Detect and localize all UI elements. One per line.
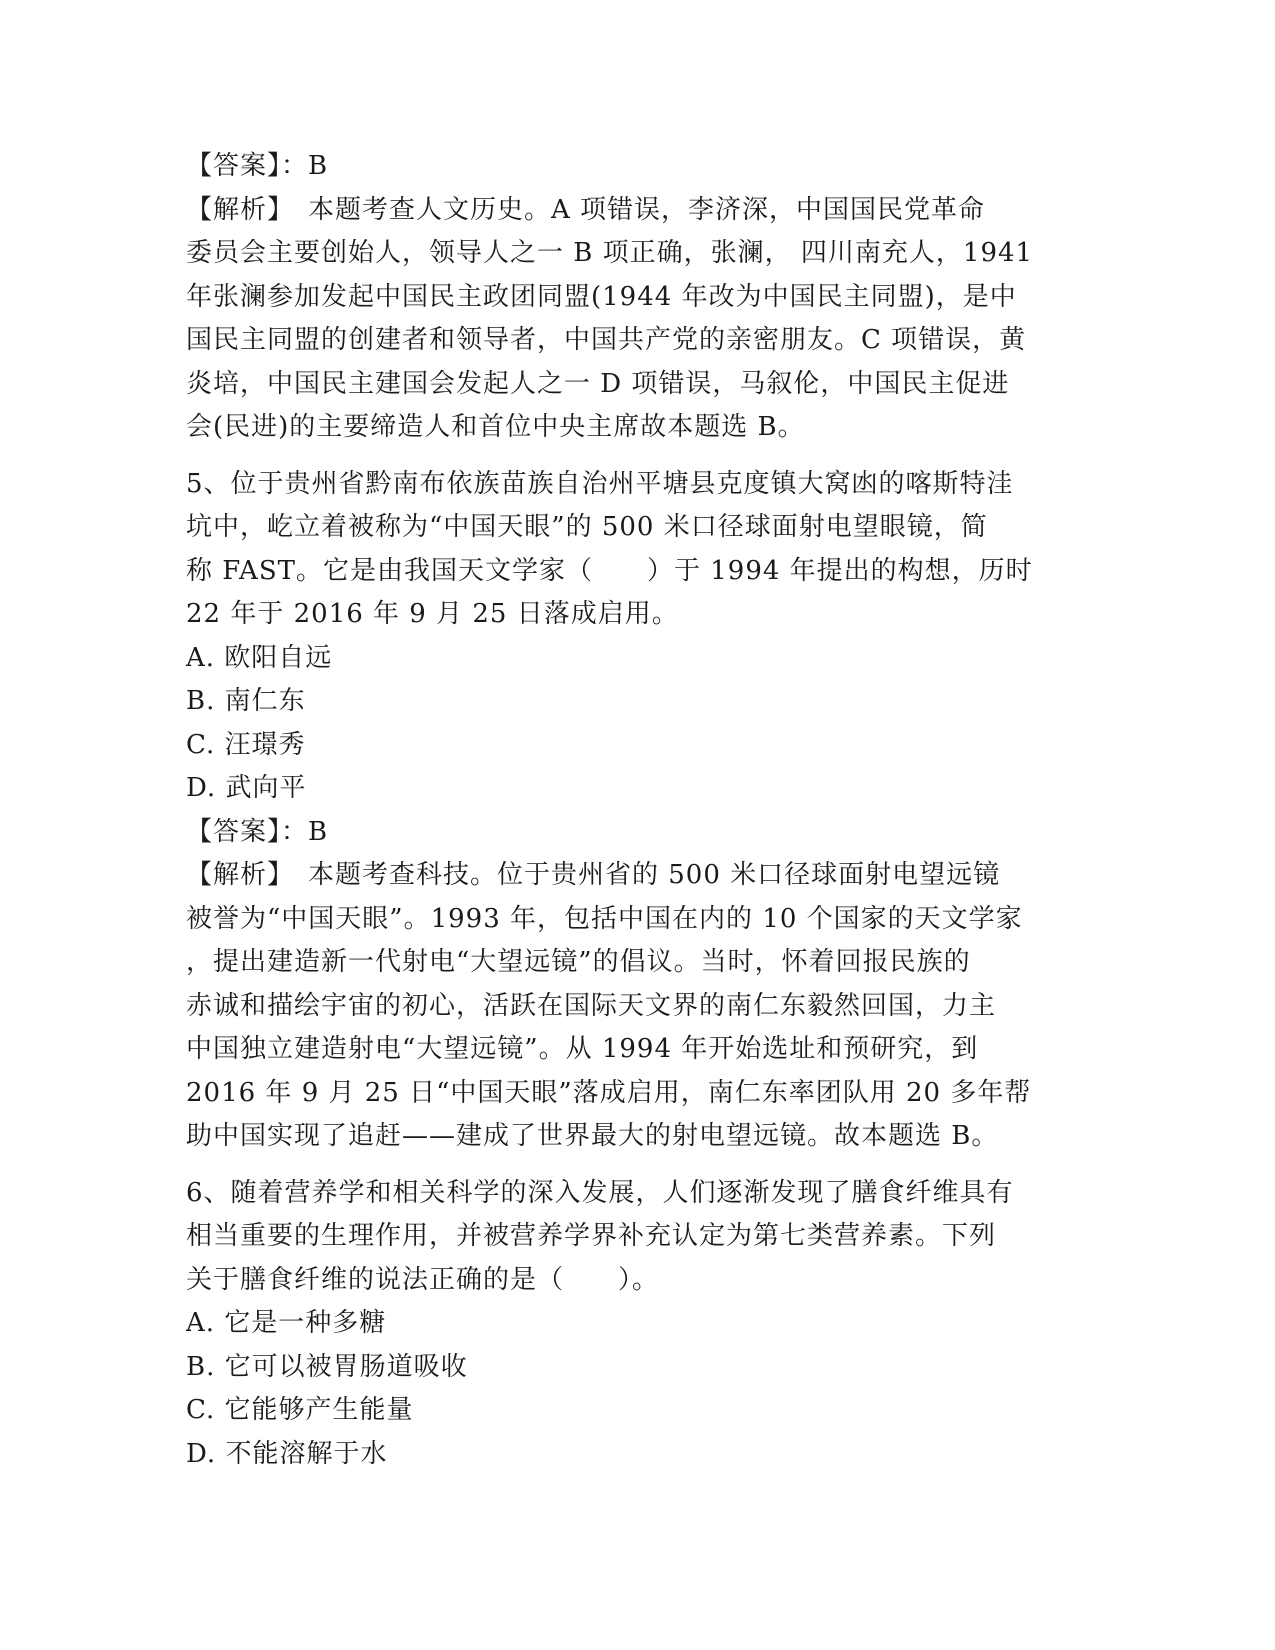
analysis-line: 炎培，中国民主建国会发起人之一 D 项错误，马叙伦，中国民主促进 bbox=[186, 368, 1010, 399]
question-5 bbox=[186, 463, 1086, 1159]
answer-line: 【答案】：B bbox=[186, 151, 329, 181]
question-stem-line: 关于膳食纤维的说法正确的是（ ）。 bbox=[186, 1264, 660, 1295]
option-c: C. 它能够产生能量 bbox=[186, 1395, 414, 1425]
prev-question-answer-block bbox=[186, 145, 1086, 450]
option-b: B. 南仁东 bbox=[186, 686, 306, 716]
analysis-line: 【解析】 本题考查人文历史。A 项错误，李济深，中国国民党革命 bbox=[186, 194, 986, 225]
analysis-line: ，提出建造新一代射电“大望远镜”的倡议。当时，怀着回报民族的 bbox=[186, 947, 971, 977]
question-stem-line: 称 FAST。它是由我国天文学家（ ）于 1994 年提出的构想，历时 bbox=[186, 555, 1033, 586]
question-stem-line: 坑中，屹立着被称为“中国天眼”的 500 米口径球面射电望眼镜，简 bbox=[186, 512, 988, 542]
answer-line: 【答案】：B bbox=[186, 816, 329, 847]
option-d: D. 武向平 bbox=[186, 773, 307, 803]
analysis-line: 中国独立建造射电“大望远镜”。从 1994 年开始选址和预研究，到 bbox=[186, 1034, 979, 1064]
option-c: C. 汪璟秀 bbox=[186, 729, 306, 760]
question-6 bbox=[186, 1172, 1086, 1477]
question-stem-line: 22 年于 2016 年 9 月 25 日落成启用。 bbox=[186, 599, 679, 629]
analysis-line: 赤诚和描绘宇宙的初心，活跃在国际天文界的南仁东毅然回国，力主 bbox=[186, 990, 997, 1021]
analysis-line: 国民主同盟的创建者和领导者，中国共产党的亲密朋友。C 项错误，黄 bbox=[186, 325, 1027, 355]
question-stem-line: 相当重要的生理作用，并被营养学界补充认定为第七类营养素。下列 bbox=[186, 1221, 997, 1251]
option-d: D. 不能溶解于水 bbox=[186, 1438, 388, 1469]
analysis-line: 2016 年 9 月 25 日“中国天眼”落成启用，南仁东率团队用 20 多年帮 bbox=[186, 1077, 1032, 1108]
option-b: B. 它可以被胃肠道吸收 bbox=[186, 1351, 468, 1382]
analysis-line: 会(民进)的主要缔造人和首位中央主席故本题选 B。 bbox=[186, 412, 805, 442]
analysis-line: 助中国实现了追赶——建成了世界最大的射电望远镜。故本题选 B。 bbox=[186, 1121, 999, 1151]
analysis-line: 年张澜参加发起中国民主政团同盟(1944 年改为中国民主同盟)，是中 bbox=[186, 281, 1017, 312]
option-a: A. 欧阳自远 bbox=[186, 642, 333, 673]
analysis-line: 委员会主要创始人，领导人之一 B 项正确，张澜， 四川南充人，1941 bbox=[186, 238, 1034, 268]
document-page bbox=[186, 145, 1086, 1476]
question-stem-line: 6、随着营养学和相关科学的深入发展，人们逐渐发现了膳食纤维具有 bbox=[186, 1177, 1014, 1208]
question-stem-line: 5、位于贵州省黔南布依族苗族自治州平塘县克度镇大窝凼的喀斯特洼 bbox=[186, 468, 1014, 499]
analysis-line: 【解析】 本题考查科技。位于贵州省的 500 米口径球面射电望远镜 bbox=[186, 860, 1001, 890]
option-a: A. 它是一种多糖 bbox=[186, 1308, 387, 1338]
analysis-line: 被誉为“中国天眼”。1993 年，包括中国在内的 10 个国家的天文学家 bbox=[186, 903, 1023, 934]
